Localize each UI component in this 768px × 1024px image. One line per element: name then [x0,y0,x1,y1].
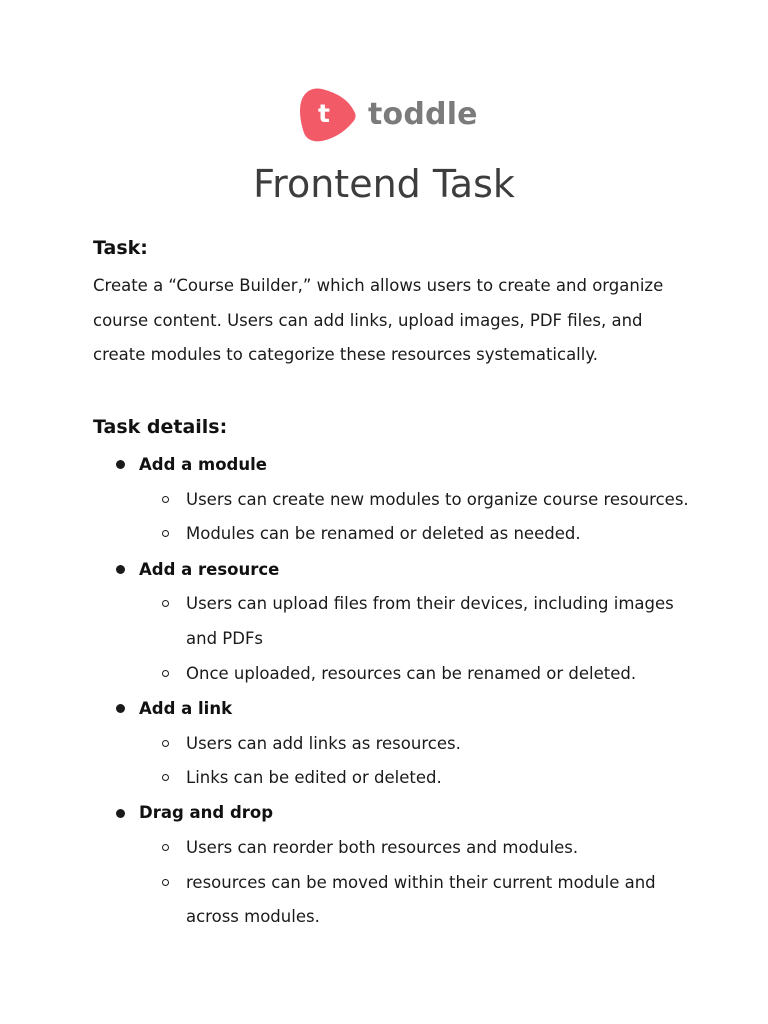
sub-bullet-icon [162,844,169,851]
item-title-add-link: Add a link [139,699,233,718]
task-line-2: course content. Users can add links, upload images, PDF files, and [93,311,643,330]
sub-bullet-icon [162,530,169,537]
bullet-icon [116,460,125,469]
item-title-drag-and-drop: Drag and drop [139,803,274,822]
sub-bullet-icon [162,740,169,747]
sub-bullet-icon [162,670,169,677]
bullet-icon [116,704,125,713]
task-details-heading: Task details: [93,416,228,438]
bullet-icon [116,565,125,574]
sub-bullet-icon [162,774,169,781]
sub-bullet-icon [162,879,169,886]
sub-item-line: Modules can be renamed or deleted as needed. [186,524,581,543]
page-title: Frontend Task [253,162,515,206]
sub-item-line: Users can reorder both resources and modules. [186,838,579,857]
task-line-1: Create a “Course Builder,” which allows users to create and organize [93,276,664,295]
sub-item-line: Users can upload files from their devices, including images [186,594,674,613]
sub-item-line-continued: across modules. [186,907,320,926]
sub-item-line: resources can be moved within their current module and [186,873,656,892]
task-line-3: create modules to categorize these resources systematically. [93,345,599,364]
sub-item-line: Users can create new modules to organize course resources. [186,490,689,509]
sub-bullet-icon [162,600,169,607]
bullet-icon [116,809,125,818]
toddle-logo [300,87,480,145]
logo-letter: t [318,99,330,128]
item-title-add-resource: Add a resource [139,560,280,579]
sub-item-line-continued: and PDFs [186,629,264,648]
logo-wordmark: toddle [368,97,478,132]
task-heading: Task: [93,237,148,259]
item-title-add-module: Add a module [139,455,267,474]
sub-item-line: Once uploaded, resources can be renamed or deleted. [186,664,637,683]
sub-item-line: Links can be edited or deleted. [186,768,442,787]
sub-item-line: Users can add links as resources. [186,734,461,753]
sub-bullet-icon [162,496,169,503]
